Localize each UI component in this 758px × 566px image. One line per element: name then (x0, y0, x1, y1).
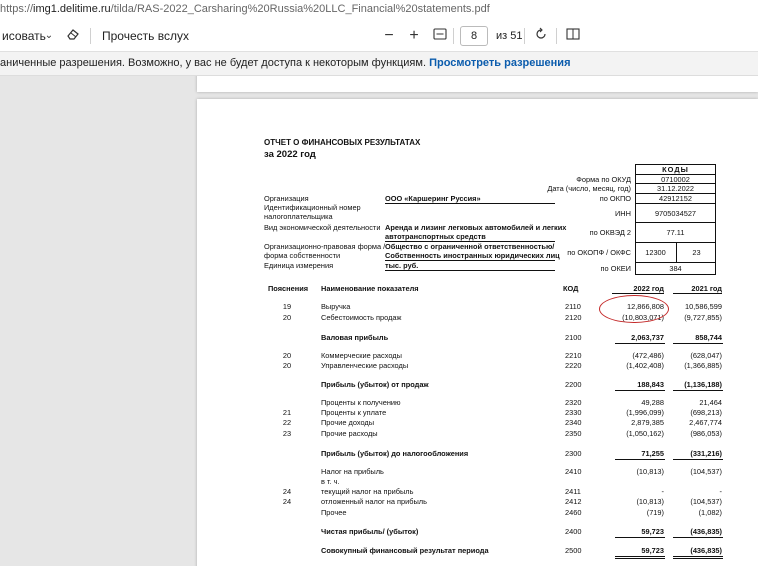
row-code: 2410 (565, 467, 582, 476)
meta-code: 0710002 (661, 175, 690, 184)
read-aloud-button[interactable] (102, 20, 189, 52)
row-value-2022: 49,288 (641, 398, 664, 407)
row-value-2022: 59,723 (641, 546, 664, 555)
column-header-notes: Пояснения (268, 284, 309, 293)
report-title: ОТЧЕТ О ФИНАНСОВЫХ РЕЗУЛЬТАТАХ (264, 138, 421, 147)
column-header-2022: 2022 год (612, 284, 664, 294)
meta-code: 77.11 (666, 228, 685, 237)
row-code: 2320 (565, 398, 582, 407)
page-view-icon[interactable] (564, 27, 582, 45)
activity-value: Аренда и лизинг легковых автомобилей и легких (385, 223, 567, 232)
row-name: Налог на прибыль (321, 467, 384, 476)
pdf-page (197, 99, 758, 566)
column-header-code: КОД (563, 284, 579, 293)
row-name: Прочие доходы (321, 418, 375, 427)
zoom-out-icon[interactable]: − (384, 27, 394, 44)
address-bar[interactable] (0, 0, 758, 20)
org-label: Организация (264, 194, 309, 203)
row-code: 2412 (565, 497, 582, 506)
row-value-2022: (719) (646, 508, 664, 517)
row-name: Валовая прибыль (321, 333, 389, 342)
row-code: 2210 (565, 351, 582, 360)
row-name: текущий налог на прибыль (321, 487, 414, 496)
row-code: 2300 (565, 449, 582, 458)
row-value-2021: (1,366,885) (684, 361, 722, 370)
meta-label: ИНН (615, 209, 631, 218)
meta-label: по ОКВЭД 2 (589, 228, 631, 237)
row-code: 2220 (565, 361, 582, 370)
row-code: 2340 (565, 418, 582, 427)
total-underline (673, 556, 723, 559)
page-total: из 51 (496, 30, 523, 42)
meta-code: 9705034527 (654, 209, 697, 218)
row-code: 2400 (565, 527, 582, 536)
row-note: 24 (282, 497, 292, 506)
fit-page-icon[interactable] (431, 27, 449, 45)
meta-code: 384 (669, 264, 682, 273)
row-value-2022: (10,813) (636, 467, 664, 476)
row-name: Прибыль (убыток) от продаж (321, 380, 429, 389)
row-code: 2411 (565, 487, 581, 496)
activity-value: автотранспортных средств (385, 232, 486, 241)
page-number-input[interactable]: 8 (460, 26, 488, 46)
inn-label: Идентификационный номер (264, 203, 361, 212)
row-value-2022: 2,063,737 (631, 333, 664, 342)
row-value-2021: (986,053) (690, 429, 722, 438)
permissions-infobar (0, 52, 758, 76)
row-note: 20 (282, 351, 292, 360)
rotate-icon[interactable] (532, 27, 550, 45)
unit-label: Единица измерения (264, 261, 334, 270)
row-note: 23 (282, 429, 292, 438)
legal-form-label: Организационно-правовая форма / (264, 242, 386, 251)
row-note: 24 (282, 487, 292, 496)
row-code: 2110 (565, 302, 581, 311)
row-name: Коммерческие расходы (321, 351, 402, 360)
column-header-2021: 2021 год (673, 284, 722, 294)
row-name: Прибыль (убыток) до налогообложения (321, 449, 469, 458)
activity-label: Вид экономической деятельности (264, 223, 381, 232)
row-code: 2200 (565, 380, 582, 389)
inn-label: налогоплательщика (264, 212, 333, 221)
row-value-2021: (1,136,188) (684, 380, 722, 389)
read-aloud-label: Прочесть вслух (102, 29, 189, 43)
row-value-2021: - (719, 487, 722, 496)
row-value-2022: (1,402,408) (626, 361, 664, 370)
row-value-2022: (10,813) (636, 497, 664, 506)
total-underline (673, 459, 723, 460)
row-code: 2330 (565, 408, 582, 417)
row-value-2022: (1,050,162) (626, 429, 664, 438)
row-value-2022: (472,486) (632, 351, 664, 360)
org-value: ООО «Каршеринг Руссия» (385, 194, 481, 203)
row-note: 20 (282, 361, 292, 370)
total-underline (615, 343, 665, 344)
row-value-2021: (436,835) (690, 527, 722, 536)
row-name: Чистая прибыль/ (убыток) (321, 527, 419, 536)
column-header-name: Наименование показателя (321, 284, 419, 293)
row-name: Прочее (321, 508, 347, 517)
meta-code: 31.12.2022 (657, 184, 694, 193)
eraser-icon[interactable] (64, 27, 82, 45)
total-underline (615, 556, 665, 559)
row-name: Себестоимость продаж (321, 313, 402, 322)
row-note: 19 (282, 302, 292, 311)
row-value-2022: 12,866,808 (627, 302, 664, 311)
meta-label: по ОКЕИ (600, 264, 631, 273)
row-note: 20 (282, 313, 292, 322)
row-value-2021: (331,216) (690, 449, 722, 458)
row-value-2022: 2,879,385 (631, 418, 664, 427)
row-value-2021: 2,467,774 (689, 418, 722, 427)
unit-value: тыс. руб. (385, 261, 419, 270)
total-underline (615, 459, 665, 460)
report-subtitle: за 2022 год (264, 149, 316, 160)
total-underline (673, 537, 723, 538)
row-value-2022: 71,255 (641, 449, 664, 458)
view-permissions-link[interactable]: Просмотреть разрешения (429, 57, 571, 69)
codes-header: КОДЫ (662, 165, 689, 174)
meta-code: 42912152 (659, 194, 692, 203)
row-name: Проценты к получению (321, 398, 401, 407)
row-name: отложенный налог на прибыль (321, 497, 427, 506)
row-value-2021: 10,586,599 (685, 302, 722, 311)
url-prefix: https:// (0, 3, 34, 15)
row-value-2021: 21,464 (699, 398, 722, 407)
row-value-2021: (104,537) (690, 467, 722, 476)
row-name: Прочие расходы (321, 429, 378, 438)
row-name: Выручка (321, 302, 351, 311)
legal-form-label: форма собственности (264, 251, 341, 260)
row-value-2021: (1,082) (698, 508, 722, 517)
legal-form-value: Общество с ограниченной ответственностью/ (385, 242, 555, 251)
total-underline (615, 537, 665, 538)
row-code: 2120 (565, 313, 582, 322)
row-value-2021: (628,047) (690, 351, 722, 360)
draw-label: исовать (2, 29, 46, 43)
row-code: 2460 (565, 508, 582, 517)
infobar-message: аниченные разрешения. Возможно, у вас не будет доступа к некоторым функциям. (0, 57, 426, 69)
total-underline (673, 343, 723, 344)
meta-label: по ОКПО (599, 194, 631, 203)
row-code: 2500 (565, 546, 582, 555)
row-value-2022: 188,843 (637, 380, 664, 389)
legal-form-value: Собственность иностранных юридических лиц (385, 251, 560, 260)
meta-code: 12300 (645, 248, 666, 257)
meta-label: Дата (число, месяц, год) (547, 184, 631, 193)
zoom-in-icon[interactable]: + (409, 27, 419, 44)
row-name: в т. ч. (321, 477, 340, 486)
row-value-2021: 858,744 (695, 333, 722, 342)
row-value-2022: - (661, 487, 664, 496)
meta-code-2: 23 (692, 248, 701, 257)
total-underline (673, 390, 723, 391)
url-path: /tilda/RAS-2022_Carsharing%20Russia%20LLC_Financial%20statements.pdf (110, 3, 490, 15)
pdf-toolbar (0, 20, 758, 52)
row-name: Проценты к уплате (321, 408, 387, 417)
pdf-viewer[interactable] (0, 76, 758, 566)
row-value-2021: (9,727,855) (684, 313, 722, 322)
row-value-2021: (436,835) (690, 546, 722, 555)
annotation-circle (599, 295, 669, 323)
row-value-2022: 59,723 (641, 527, 664, 536)
row-value-2022: (10,803,071) (622, 313, 664, 322)
row-value-2021: (104,537) (690, 497, 722, 506)
total-underline (615, 390, 665, 391)
row-value-2022: (1,996,099) (626, 408, 664, 417)
meta-label: по ОКОПФ / ОКФС (567, 248, 631, 257)
url-host: img1.delitime.ru (33, 3, 111, 15)
chevron-down-icon[interactable]: ⌄ (44, 30, 54, 41)
row-note: 21 (282, 408, 292, 417)
row-value-2021: (698,213) (690, 408, 722, 417)
row-code: 2100 (565, 333, 582, 342)
meta-label: Форма по ОКУД (576, 175, 631, 184)
row-code: 2350 (565, 429, 582, 438)
row-name: Совокупный финансовый результат периода (321, 546, 489, 555)
previous-page (197, 76, 758, 92)
row-note: 22 (282, 418, 292, 427)
row-name: Управленческие расходы (321, 361, 409, 370)
